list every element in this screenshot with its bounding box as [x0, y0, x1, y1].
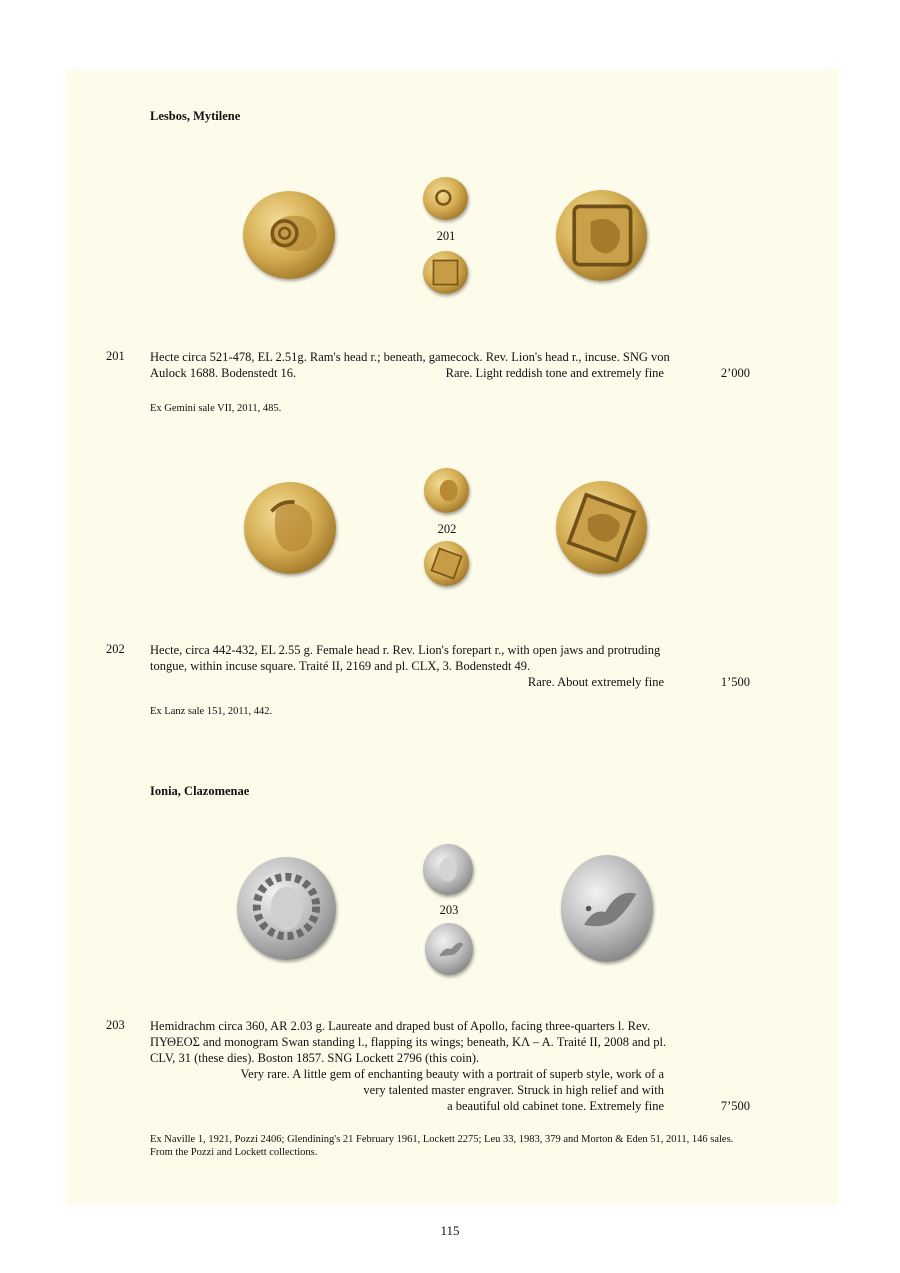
grade-line: [150, 1098, 750, 1114]
desc-line: [150, 365, 750, 381]
section-heading-lesbos: Lesbos, Mytilene: [150, 109, 241, 123]
coin-201-reverse: [423, 251, 468, 294]
lot-201-estimate: 2’000: [720, 366, 750, 380]
lot-203-description: [150, 1018, 750, 1114]
page-number: 115: [440, 1223, 460, 1238]
coin-201-label: 201: [436, 229, 456, 243]
lot-201-grade: Rare. Light reddish tone and extremely fine: [445, 366, 664, 380]
lot-203-number: 203: [106, 1018, 125, 1032]
coin-203-label: 203: [439, 903, 459, 917]
lot-203-grade-2: very talented master engraver. Struck in high relief and with: [363, 1083, 664, 1097]
lot-202-number: 202: [106, 642, 125, 656]
lot-203-provenance: Ex Naville 1, 1921, Pozzi 2406; Glendining's 21 February 1961, Lockett 2275; Leu 33, 1983, 379 and Morton & Eden 51, 2011, 146 sales. From the Pozzi and Lockett collections.: [150, 1134, 734, 1158]
coin-203-obverse-enlarged: [237, 857, 336, 960]
coin-202-obverse-enlarged: [244, 482, 336, 574]
section-heading-ionia: Ionia, Clazomenae: [150, 784, 250, 798]
desc-line: Hecte circa 521-478, EL 2.51g. Ram's head r.; beneath, gamecock. Rev. Lion's head r., incuse. SNG von: [150, 350, 670, 364]
desc-line: CLV, 31 (these dies). Boston 1857. SNG Lockett 2796 (this coin).: [150, 1051, 480, 1065]
lot-202-grade: Rare. About extremely fine: [527, 675, 664, 689]
coin-203-reverse: [425, 923, 473, 975]
desc-line: [150, 674, 750, 690]
coin-203-reverse-enlarged: [561, 855, 653, 962]
lot-201-number: 201: [106, 349, 125, 363]
coin-201-reverse-enlarged: [556, 190, 647, 281]
lot-203-grade-1: Very rare. A little gem of enchanting beauty with a portrait of superb style, work of a: [240, 1067, 664, 1081]
lot-202-description: [150, 642, 750, 690]
coin-202-reverse: [424, 541, 469, 586]
desc-line: ΠΥΘΕΟΣ and monogram Swan standing l., flapping its wings; beneath, ΚΛ – Α. Traité II, 2008 and pl.: [150, 1035, 667, 1049]
desc-line: Hecte, circa 442-432, EL 2.55 g. Female head r. Rev. Lion's forepart r., with open jaws and protruding: [150, 643, 661, 657]
lot-203-estimate: 7’500: [720, 1099, 750, 1113]
coin-202-reverse-enlarged: [556, 481, 647, 574]
coin-201-obverse-enlarged: [243, 191, 335, 279]
coin-202-label: 202: [437, 522, 457, 536]
desc-line: Hemidrachm circa 360, AR 2.03 g. Laureate and draped bust of Apollo, facing three-quarters l. Rev.: [150, 1019, 651, 1033]
coin-203-obverse: [423, 844, 473, 895]
grade-line: [150, 1066, 750, 1082]
desc-line-text: Aulock 1688. Bodenstedt 16.: [150, 366, 297, 380]
lot-203-grade-3: a beautiful old cabinet tone. Extremely fine: [447, 1099, 664, 1113]
lot-202-estimate: 1’500: [720, 675, 750, 689]
coin-201-obverse: [423, 177, 468, 220]
coin-202-obverse: [424, 468, 469, 513]
desc-line: tongue, within incuse square. Traité II, 2169 and pl. CLX, 3. Bodenstedt 49.: [150, 659, 531, 673]
lot-201-description: [150, 349, 750, 381]
lot-202-provenance: Ex Lanz sale 151, 2011, 442.: [150, 706, 273, 717]
lot-201-provenance: Ex Gemini sale VII, 2011, 485.: [150, 403, 282, 414]
grade-line: [150, 1082, 750, 1098]
